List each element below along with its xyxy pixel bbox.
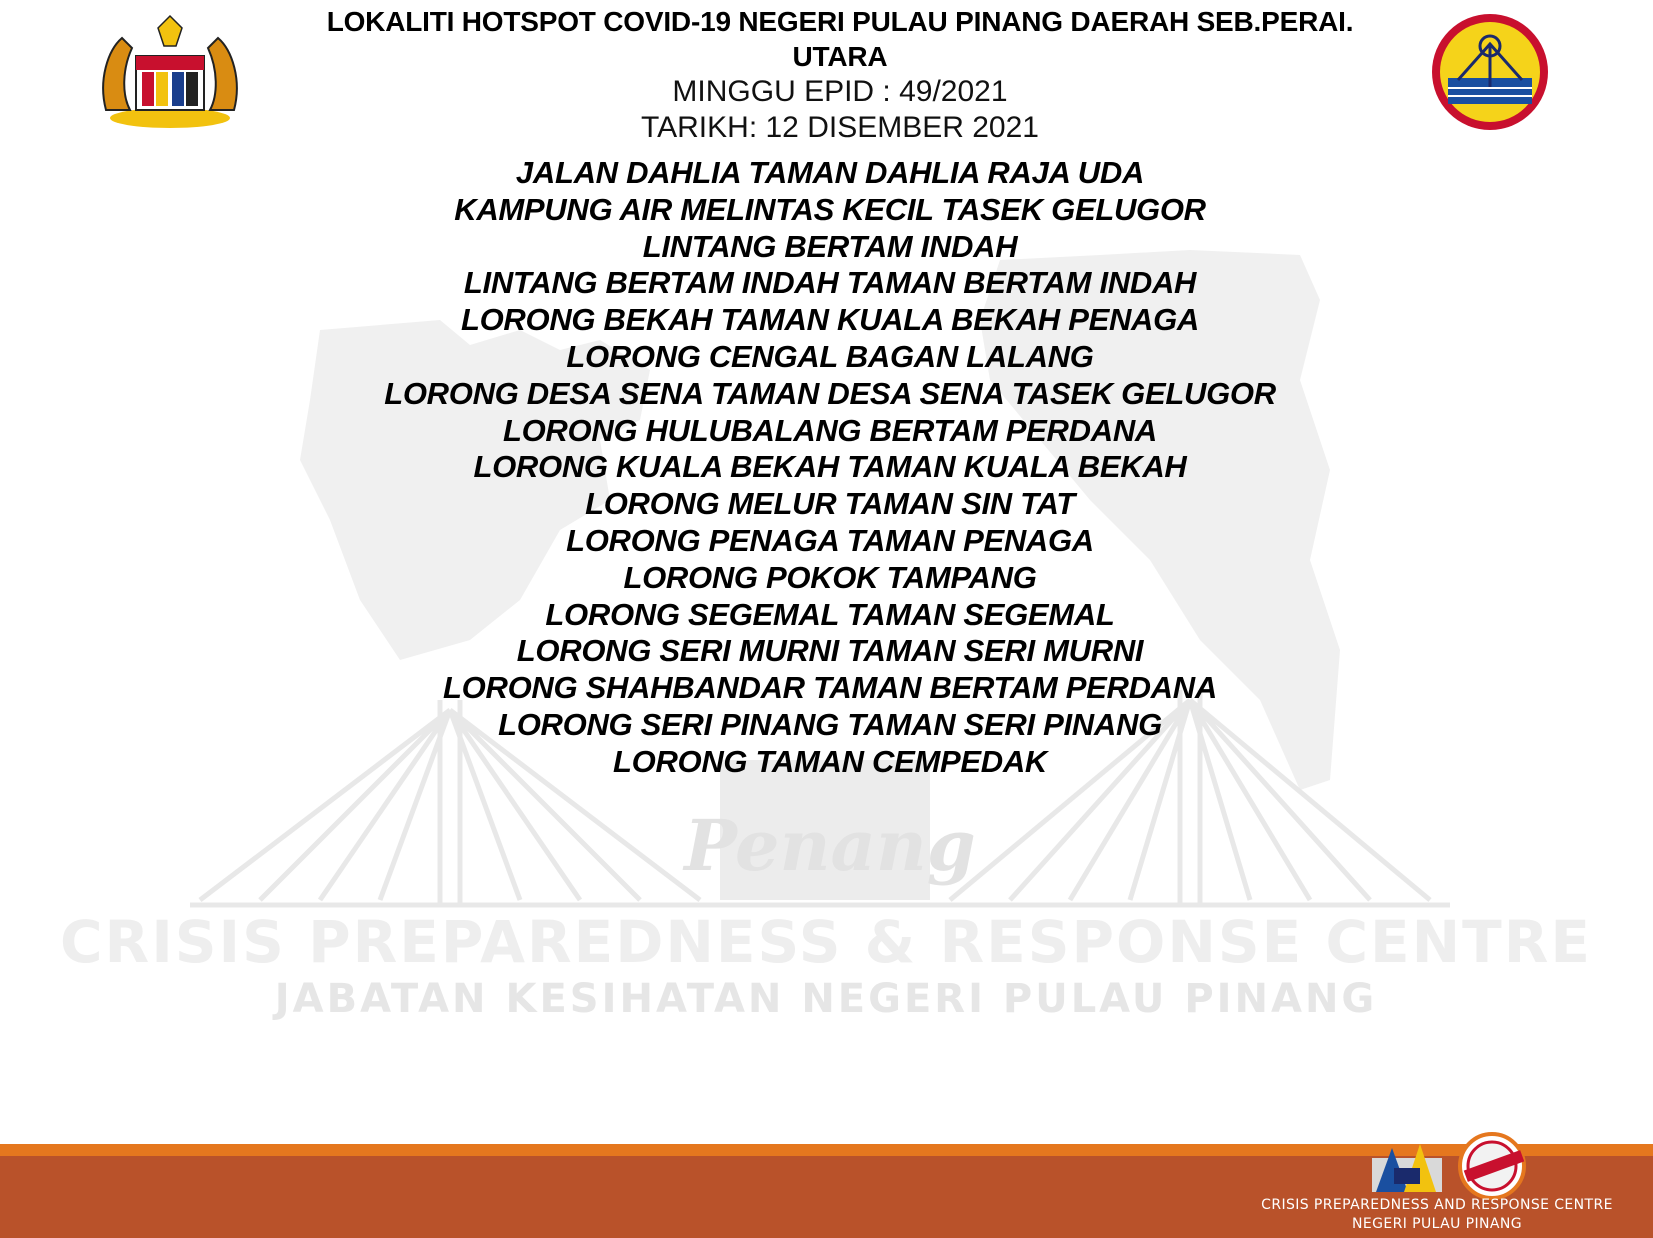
locality-item: LINTANG BERTAM INDAH TAMAN BERTAM INDAH (463, 265, 1197, 301)
locality-item: LORONG SERI MURNI TAMAN SERI MURNI (516, 633, 1144, 669)
cprc-logo-icon (1372, 1144, 1442, 1192)
locality-item: LORONG SEGEMAL TAMAN SEGEMAL (545, 596, 1115, 632)
locality-item: KAMPUNG AIR MELINTAS KECIL TASEK GELUGOR (454, 191, 1206, 227)
locality-item: LORONG HULUBALANG BERTAM PERDANA (502, 412, 1157, 448)
locality-item: LORONG DESA SENA TAMAN DESA SENA TASEK GELUGOR (384, 375, 1276, 411)
locality-list (300, 155, 1360, 781)
footer-logos (1368, 1128, 1544, 1204)
state-emblem-logo (1428, 12, 1552, 132)
watermark-script: Penang (684, 804, 976, 887)
locality-item: LORONG KUALA BEKAH TAMAN KUALA BEKAH (473, 449, 1187, 485)
locality-item: LORONG TAMAN CEMPEDAK (613, 743, 1047, 779)
locality-item: LINTANG BERTAM INDAH (642, 228, 1018, 264)
locality-item: LORONG PENAGA TAMAN PENAGA (566, 522, 1094, 558)
document-title-continued: UTARA (792, 41, 888, 72)
locality-item: JALAN DAHLIA TAMAN DAHLIA RAJA UDA (515, 155, 1145, 190)
document-header (260, 4, 1420, 146)
footer-org-state: NEGERI PULAU PINANG (1352, 1216, 1522, 1232)
locality-item: LORONG BEKAH TAMAN KUALA BEKAH PENAGA (460, 302, 1200, 338)
covid-campaign-logo-icon (1460, 1134, 1524, 1198)
locality-item: LORONG POKOK TAMPANG (623, 559, 1037, 595)
document-title: LOKALITI HOTSPOT COVID-19 NEGERI PULAU PINANG DAERAH SEB.PERAI. (326, 6, 1354, 37)
watermark-line2: JABATAN KESIHATAN NEGERI PULAU PINANG (274, 976, 1378, 1022)
coat-of-arms-logo (92, 10, 248, 134)
epid-week: MINGGU EPID : 49/2021 (672, 75, 1008, 108)
locality-item: LORONG SHAHBANDAR TAMAN BERTAM PERDANA (443, 670, 1217, 706)
document-date: TARIKH: 12 DISEMBER 2021 (641, 111, 1039, 144)
footer-caption (1237, 1196, 1637, 1234)
locality-item: LORONG SERI PINANG TAMAN SERI PINANG (498, 706, 1162, 742)
watermark-line1: CRISIS PREPAREDNESS & RESPONSE CENTRE (59, 908, 1593, 976)
locality-item: LORONG CENGAL BAGAN LALANG (566, 338, 1094, 374)
locality-item: LORONG MELUR TAMAN SIN TAT (585, 486, 1075, 522)
footer-org-name: CRISIS PREPAREDNESS AND RESPONSE CENTRE (1261, 1197, 1613, 1213)
